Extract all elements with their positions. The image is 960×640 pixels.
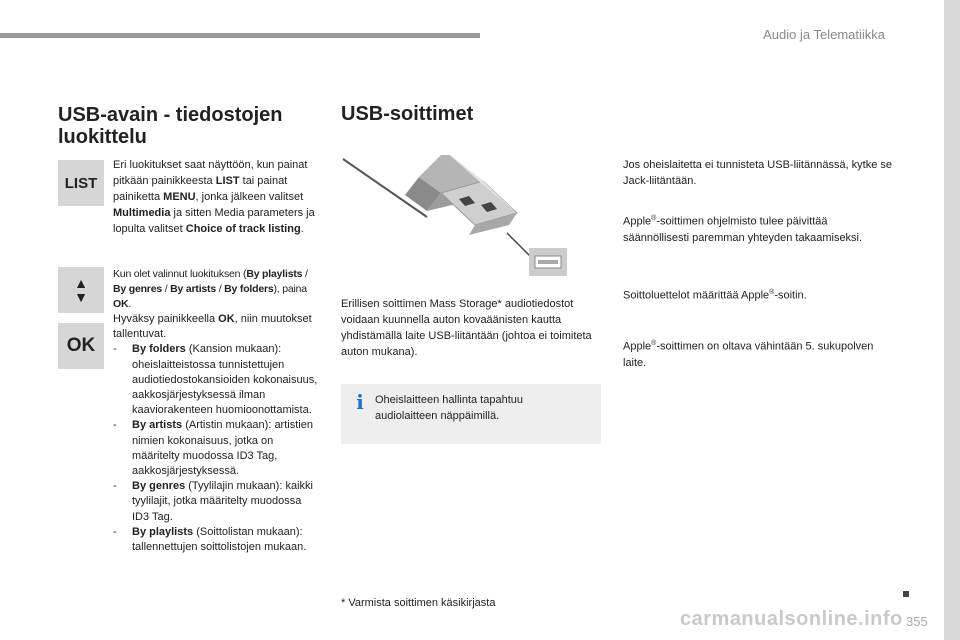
left-section-title: USB-avain - tiedostojen luokittelu bbox=[58, 104, 283, 148]
apple-playlists-paragraph: Soittoluettelot määrittää Apple®-soitin. bbox=[623, 289, 807, 302]
list-item-by-artists: - By artists (Artistin mukaan): artistien nimien kokonaisuus, jotka on määritelty muodossa ID3 Tag, aakkosjärjestyksessä. bbox=[113, 419, 313, 478]
arrow-up-icon: ▲ bbox=[74, 275, 88, 291]
jack-connection-paragraph: Jos oheislaitetta ei tunnisteta USB-liitännässä, kytke se Jack-liitäntään. bbox=[623, 159, 893, 187]
list-key-icon: LIST bbox=[58, 160, 104, 206]
apple-software-paragraph: Apple®-soittimen ohjelmisto tulee päivittää säännöllisesti paremman yhteyden takaamiseksi. bbox=[623, 215, 863, 244]
page-end-marker bbox=[903, 591, 909, 597]
list-item-by-genres: - By genres (Tyylilajin mukaan): kaikki tyylilajit, jotka määritelty muodossa ID3 Tag. bbox=[113, 480, 313, 523]
middle-section-title: USB-soittimet bbox=[341, 103, 474, 125]
confirm-and-list-block bbox=[113, 312, 318, 555]
watermark: carmanualsonline.info bbox=[680, 608, 903, 630]
apple-generation-paragraph: Apple®-soittimen on oltava vähintään 5. sukupolven laite. bbox=[623, 340, 874, 369]
info-icon: i bbox=[356, 390, 364, 414]
mass-storage-paragraph: Erillisen soittimen Mass Storage* audiotiedostot voidaan kuunnella auton kovaäänisten kautta yhdistämällä laite USB-liitäntään (johtoa ei toimiteta auton mukana). bbox=[341, 298, 592, 358]
list-instructions-paragraph: Eri luokitukset saat näyttöön, kun painat pitkään painikkeesta LIST tai painat painiketta MENU, jonka jälkeen valitset Multimedia ja sitten Media parameters ja lopulta valitset Choice of track listing. bbox=[113, 159, 315, 235]
usb-plug-illustration bbox=[341, 155, 601, 290]
header-rule bbox=[0, 33, 480, 38]
up-down-arrows-icon bbox=[58, 267, 104, 313]
usb-plug-icon bbox=[341, 155, 601, 290]
section-title: Audio ja Telematiikka bbox=[763, 27, 885, 42]
confirm-paragraph: Hyväksy painikkeella OK, niin muutokset tallentuvat. bbox=[113, 313, 312, 341]
info-text: Oheislaitteen hallinta tapahtuu audiolaitteen näppäimillä. bbox=[375, 394, 523, 422]
list-item-by-folders: - By folders (Kansion mukaan): oheislaitteistossa tunnistettujen audiotiedostokansioiden kokonaisuus, aakkosjärjestyksessä ilman kaaviorakenteen huomioonottamista. bbox=[113, 343, 318, 417]
classification-selection-paragraph: Kun olet valinnut luokituksen (By playlists / By genres / By artists / By folders), paina OK. bbox=[113, 268, 308, 310]
footnote: * Varmista soittimen käsikirjasta bbox=[341, 597, 496, 609]
ok-key-icon: OK bbox=[58, 323, 104, 369]
page-number: 355 bbox=[906, 614, 928, 629]
page-edge-strip bbox=[944, 0, 960, 640]
list-item-by-playlists: - By playlists (Soittolistan mukaan): tallennettujen soittolistojen mukaan. bbox=[113, 525, 307, 554]
arrow-down-icon: ▼ bbox=[74, 289, 88, 305]
